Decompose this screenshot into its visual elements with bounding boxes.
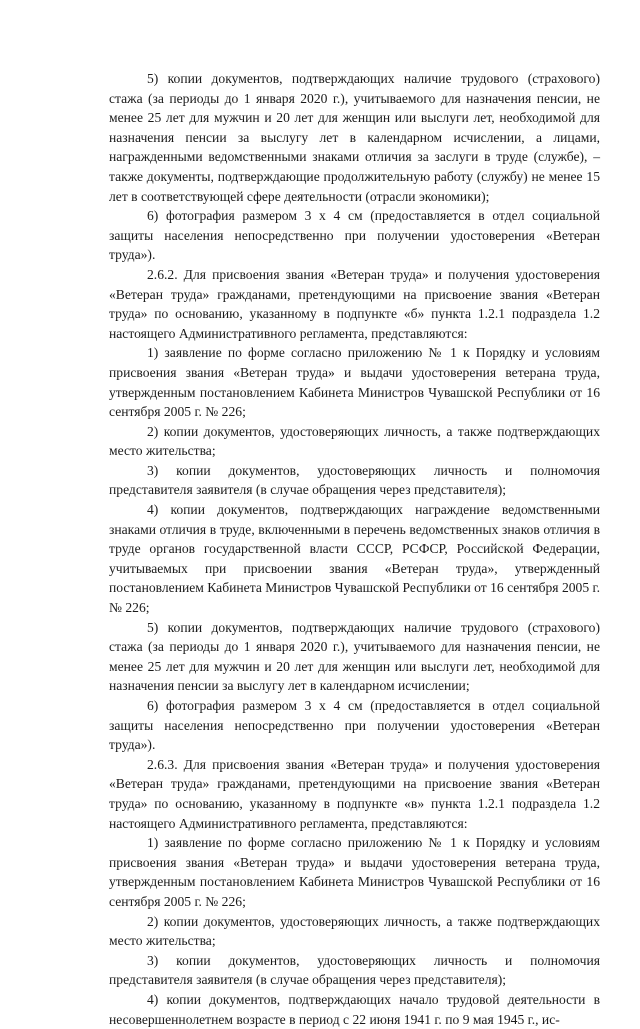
paragraph: 5) копии документов, подтверждающих наличие трудового (страхового) стажа (за периоды до 1 января 2020 г.), учитываемого для назначения пенсии, не менее 25 лет для мужчин и 20 лет для женщин или выслуги лет, необходимой для назначения пенсии за выслугу лет в календарном исчислении, а лицами, награжденными ведомственными знаками отличия за заслуги в труде (службе), – также документы, подтверждающие продолжительную работу (службу) не менее 15 лет в соответствующей сфере деятельности (отрасли экономики); xyxy=(109,71,600,204)
paragraph: 3) копии документов, удостоверяющих личность и полномочия представителя заявителя (в случае обращения через представителя); xyxy=(109,952,600,988)
section-heading-paragraph: 2.6.2. Для присвоения звания «Ветеран труда» и получения удостоверения «Ветеран труда» гражданами, претендующими на присвоение звания «Ветеран труда» по основанию, указанному в подпункте «б» пункта 1.2.1 подраздела 1.2 настоящего Административного регламента, представляются: xyxy=(109,266,600,341)
paragraph: 6) фотография размером 3 х 4 см (предоставляется в отдел социальной защиты населения непосредственно при получении удостоверения «Ветеран труда»). xyxy=(109,698,600,753)
paragraph: 6) фотография размером 3 х 4 см (предоставляется в отдел социальной защиты населения непосредственно при получении удостоверения «Ветеран труда»). xyxy=(109,208,600,263)
paragraph: 1) заявление по форме согласно приложению № 1 к Порядку и условиям присвоения звания «Ветеран труда» и выдачи удостоверения ветерана труда, утвержденным постановлением Кабинета Министров Чувашской Республики от 16 сентября 2005 г. № 226; xyxy=(109,835,600,909)
section-heading-paragraph: 2.6.3. Для присвоения звания «Ветеран труда» и получения удостоверения «Ветеран труда» гражданами, претендующими на присвоение звания «Ветеран труда» по основанию, указанному в подпункте «в» пункта 1.2.1 подраздела 1.2 настоящего Административного регламента, представляются: xyxy=(109,756,600,831)
paragraph: 5) копии документов, подтверждающих наличие трудового (страхового) стажа (за периоды до 1 января 2020 г.), учитываемого для назначения пенсии, не менее 25 лет для мужчин и 20 лет для женщин или выслуги лет, необходимой для назначения пенсии за выслугу лет в календарном исчислении; xyxy=(109,619,600,694)
paragraph: 2) копии документов, удостоверяющих личность, а также подтверждающих место жительства; xyxy=(109,423,600,459)
paragraph: 3) копии документов, удостоверяющих личность и полномочия представителя заявителя (в случае обращения через представителя); xyxy=(109,462,600,498)
paragraph: 1) заявление по форме согласно приложению № 1 к Порядку и условиям присвоения звания «Ветеран труда» и выдачи удостоверения ветерана труда, утвержденным постановлением Кабинета Министров Чувашской Республики от 16 сентября 2005 г. № 226; xyxy=(109,345,600,420)
paragraph: 2) копии документов, удостоверяющих личность, а также подтверждающих место жительства; xyxy=(109,913,600,949)
paragraph: 4) копии документов, подтверждающих начало трудовой деятельности в несовершеннолетнем возрасте в период с 22 июня 1941 г. по 9 мая 1945 г., ис- xyxy=(109,991,600,1027)
paragraph: 4) копии документов, подтверждающих награждение ведомственными знаками отличия в труде, включенными в перечень ведомственных знаков отличия в труде органов государственной власти СССР, РСФСР, Российской Федерации, учитываемых при присвоении звания «Ветеран труда», утвержденный постановлением Кабинета Министров Чувашской Республики от 16 сентября 2005 г. № 226; xyxy=(109,502,600,616)
